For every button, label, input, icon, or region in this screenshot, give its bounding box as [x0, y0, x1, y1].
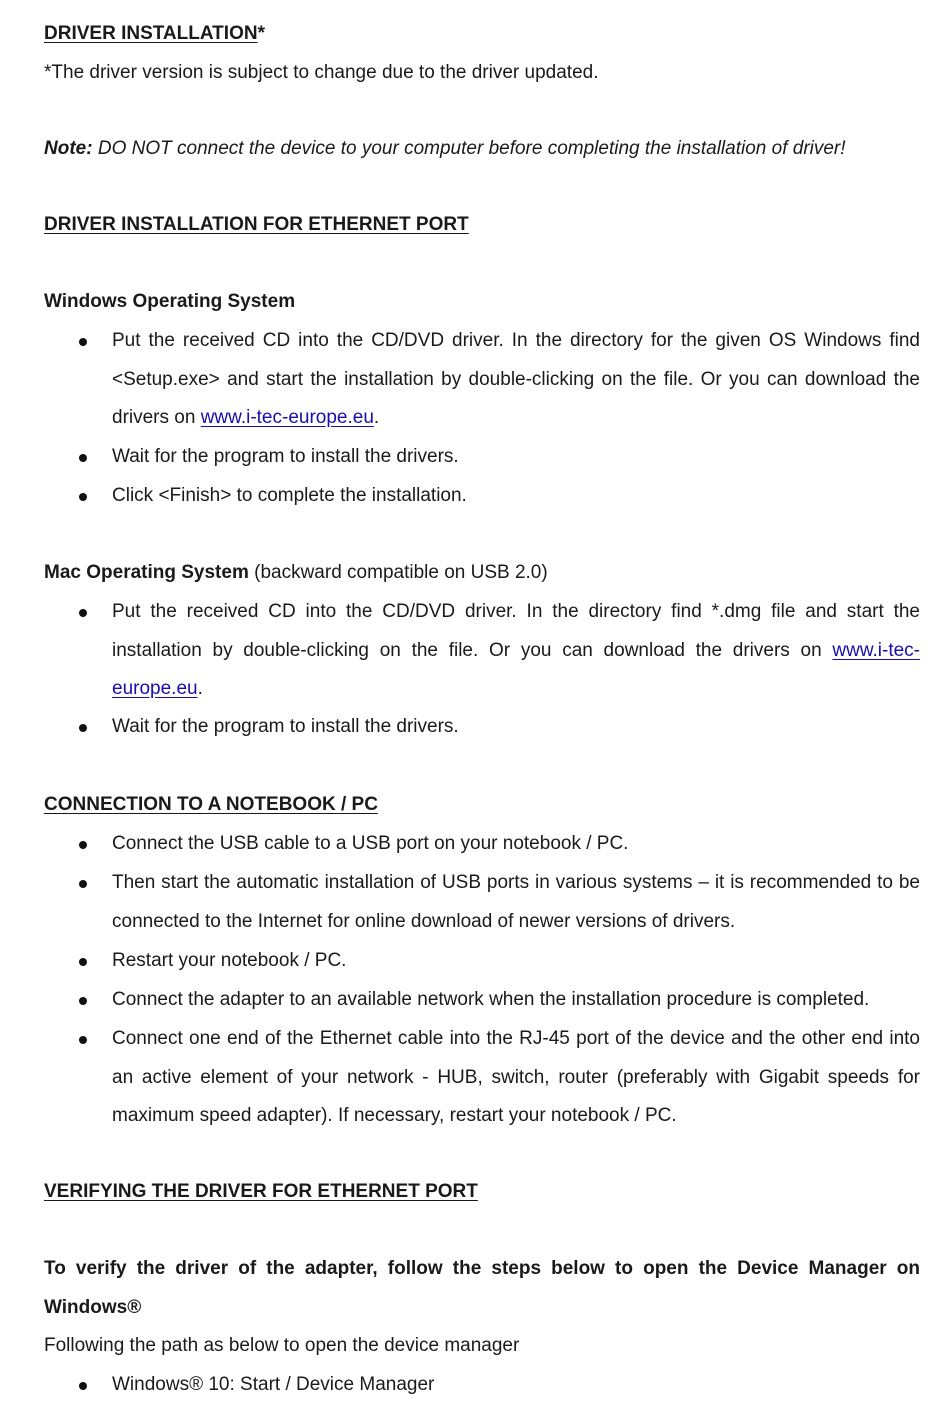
verifying-intro: To verify the driver of the adapter, follow the steps below to open the Device Manager on Windows® [44, 1258, 920, 1318]
bullet [79, 447, 89, 457]
bullet [79, 331, 89, 341]
connection-item-3: Restart your notebook / PC. [112, 950, 347, 971]
connection-item-1: Connect the USB cable to a USB port on your notebook / PC. [112, 833, 629, 854]
mac-os-subtitle: (backward compatible on USB 2.0) [248, 562, 548, 583]
bullet [79, 951, 89, 961]
ethernet-driver-heading: DRIVER INSTALLATION FOR ETHERNET PORT [44, 214, 469, 235]
bullet [79, 990, 89, 1000]
windows-item-1-end: . [373, 407, 380, 429]
windows-item-1 [112, 322, 920, 438]
mac-item-1 [112, 593, 920, 709]
bullet [79, 873, 89, 883]
mac-driver-link[interactable]: www.i-tec-europe.eu [112, 639, 920, 700]
driver-version-note: *The driver version is subject to change due to the driver updated. [44, 62, 599, 83]
windows-item-3: Click <Finish> to complete the installation. [112, 485, 467, 506]
verifying-item-1: Windows® 10: Start / Device Manager [112, 1374, 435, 1395]
bullet [79, 834, 89, 844]
warning-note [44, 137, 846, 161]
connection-item-5: Connect one end of the Ethernet cable into the RJ-45 port of the device and the other end into an active element of your network - HUB, switch, router (preferably with Gigabit speeds for maximum speed adapter). If necessary, restart your notebook / PC. [112, 1028, 920, 1127]
bullet [79, 1375, 89, 1385]
mac-os-title: Mac Operating System [44, 562, 249, 583]
bullet [79, 486, 89, 496]
connection-heading: CONNECTION TO A NOTEBOOK / PC [44, 794, 378, 815]
windows-item-1-text: Put the received CD into the CD/DVD driver. In the directory for the given OS Windows find <Setup.exe> and start the installation by double-clicking on the file. Or you can download the drivers on [112, 330, 920, 429]
device-manager-path-text: Following the path as below to open the device manager [44, 1335, 520, 1356]
bullet [79, 717, 89, 727]
windows-os-heading: Windows Operating System [44, 291, 296, 312]
bullet [79, 602, 89, 612]
connection-item-4: Connect the adapter to an available network when the installation procedure is completed. [112, 989, 870, 1010]
connection-item-2: Then start the automatic installation of USB ports in various systems – it is recommended to be connected to the Internet for online download of newer versions of drivers. [112, 872, 920, 932]
mac-os-heading [44, 561, 548, 585]
note-label: Note: [44, 138, 93, 159]
verifying-heading: VERIFYING THE DRIVER FOR ETHERNET PORT [44, 1181, 478, 1202]
windows-item-2: Wait for the program to install the drivers. [112, 446, 459, 467]
driver-installation-title: DRIVER INSTALLATION [44, 23, 258, 44]
windows-driver-link[interactable]: www.i-tec-europe.eu [200, 407, 374, 429]
bullet [79, 1029, 89, 1039]
driver-installation-heading [44, 22, 265, 46]
asterisk: * [257, 23, 265, 44]
note-text: DO NOT connect the device to your computer before completing the installation of driver! [92, 138, 846, 159]
mac-item-2: Wait for the program to install the drivers. [112, 716, 459, 737]
mac-item-1-text: Put the received CD into the CD/DVD driver. In the directory find *.dmg file and start the installation by double-clicking on the file. Or you can download the drivers on [112, 601, 920, 661]
mac-item-1-end: . [197, 678, 203, 700]
